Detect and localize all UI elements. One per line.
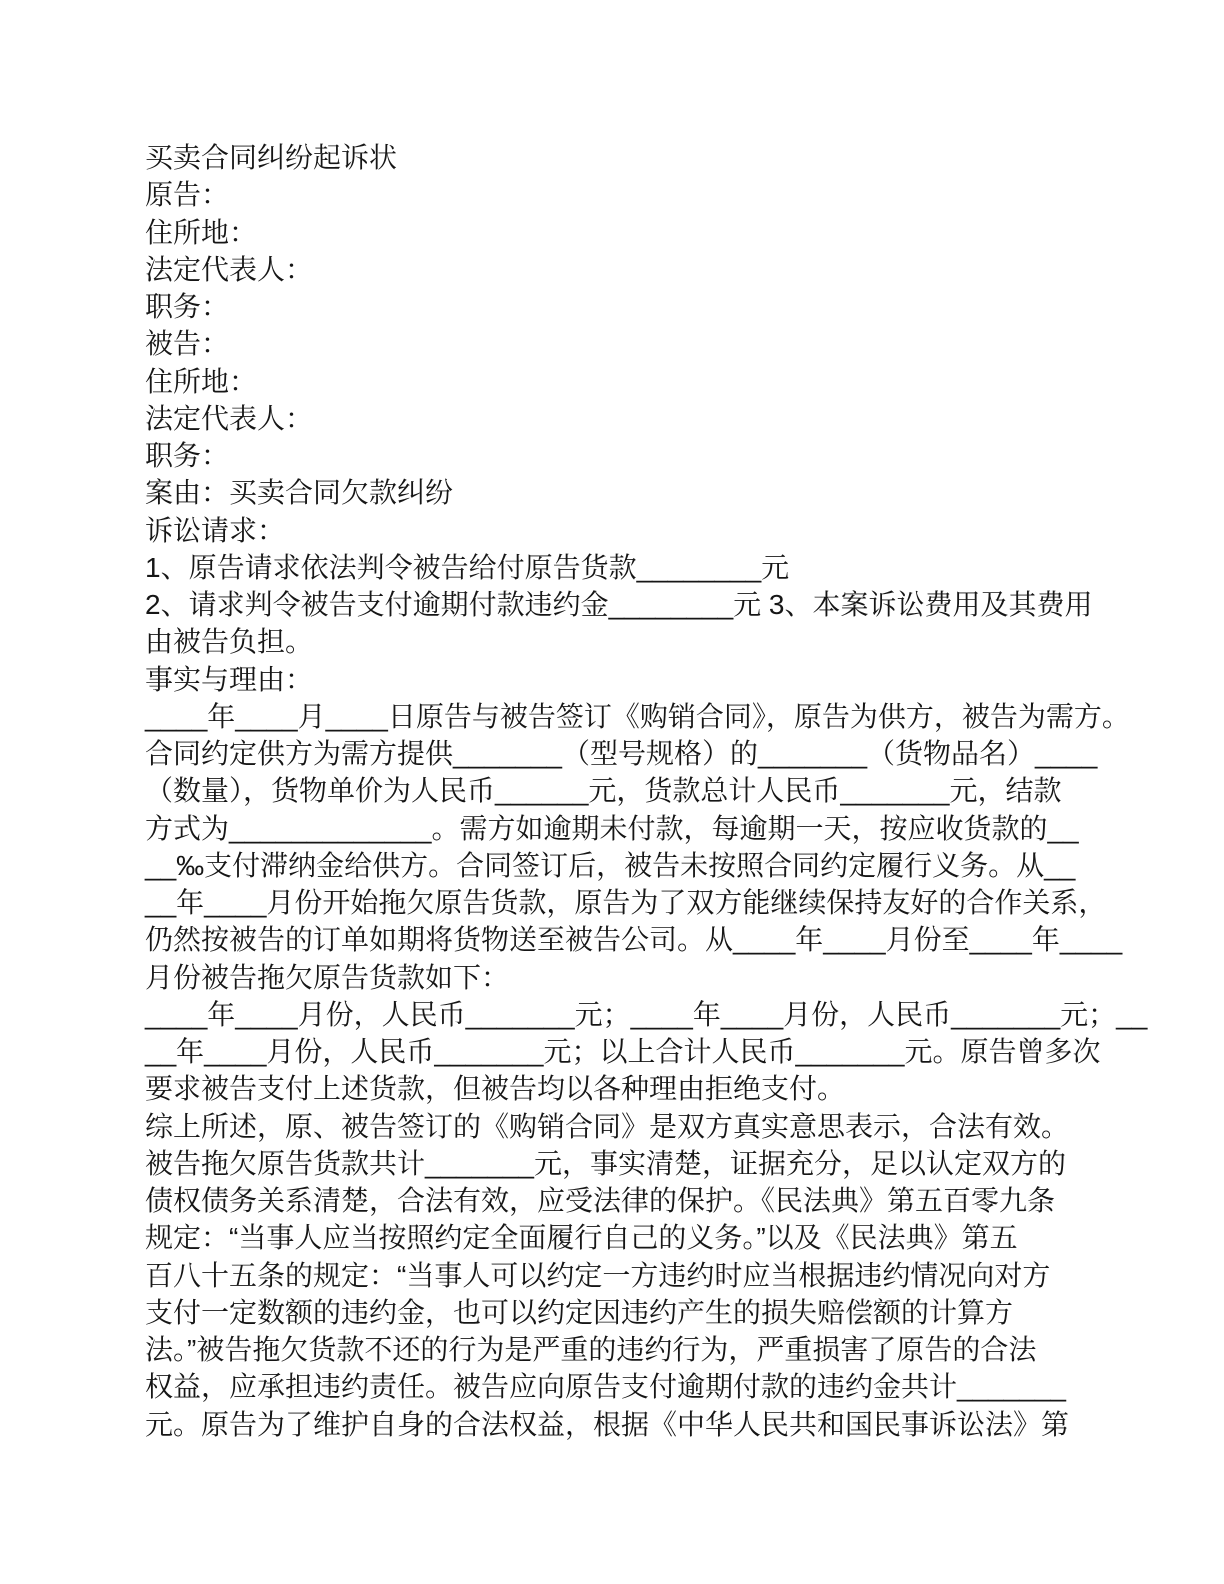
document-line: ____年____月份，人民币_______元；____年____月份，人民币_______元；__ <box>145 998 1148 1030</box>
document-line: 债权债务关系清楚，合法有效，应受法律的保护。《民法典》第五百零九条 <box>145 1185 1056 1216</box>
document-line: 事实与理由： <box>145 663 314 695</box>
document-line: 职务： <box>145 440 230 471</box>
document-line: 规定：“当事人应当按照约定全面履行自己的义务。”以及《民法典》第五 <box>145 1222 1018 1254</box>
document-line: __‰支付滞纳金给供方。合同签订后，被告未按照合同约定履行义务。从__ <box>145 849 1076 881</box>
document-line: 诉讼请求： <box>145 514 286 546</box>
document-line: 被告拖欠原告货款共计_______元，事实清楚，证据充分，足以认定双方的 <box>145 1147 1067 1179</box>
document-line: 1、原告请求依法判令被告给付原告货款________元 <box>145 551 790 583</box>
document-line: 权益，应承担违约责任。被告应向原告支付逾期付款的违约金共计_______ <box>145 1371 1067 1403</box>
document-line: 方式为_____________。需方如逾期未付款，每逾期一天，按应收货款的__ <box>145 812 1079 844</box>
document-line: 支付一定数额的违约金，也可以约定因违约产生的损失赔偿额的计算方 <box>145 1296 1014 1328</box>
document-line: 原告： <box>145 179 230 211</box>
document-line: 合同约定供方为需方提供_______（型号规格）的_______（货物品名）____ <box>145 738 1098 769</box>
document-line: 元。原告为了维护自身的合法权益，根据《中华人民共和国民事诉讼法》第 <box>145 1408 1070 1440</box>
document-line: 住所地： <box>145 365 258 397</box>
document-line: 职务： <box>145 291 230 322</box>
document-line: 被告： <box>145 328 230 360</box>
document-body <box>145 139 1148 1443</box>
document-line: 法。”被告拖欠货款不还的行为是严重的违约行为，严重损害了原告的合法 <box>145 1334 1037 1365</box>
document-line: 住所地： <box>145 216 258 248</box>
document-line: 要求被告支付上述货款，但被告均以各种理由拒绝支付。 <box>145 1073 846 1105</box>
document-line: 由被告负担。 <box>145 626 314 658</box>
document-title: 买卖合同纠纷起诉状 <box>145 142 398 173</box>
document-line: 法定代表人： <box>145 253 314 285</box>
document-line: ____年____月____日原告与被告签订《购销合同》，原告为供方，被告为需方。 <box>145 700 1130 732</box>
document-line: 法定代表人： <box>145 402 314 434</box>
document-line: __年____月份，人民币_______元；以上合计人民币_______元。原告曾多次 <box>145 1036 1101 1067</box>
document-line: 仍然按被告的订单如期将货物送至被告公司。从____年____月份至____年____ <box>145 924 1123 956</box>
document-line: 综上所述，原、被告签订的《购销合同》是双方真实意思表示，合法有效。 <box>145 1110 1070 1142</box>
document-line: 案由：买卖合同欠款纠纷 <box>145 477 454 509</box>
document-line: 百八十五条的规定：“当事人可以约定一方违约时应当根据违约情况向对方 <box>145 1259 1051 1291</box>
document-line: （数量），货物单价为人民币______元，货款总计人民币_______元，结款 <box>145 775 1062 807</box>
document-line: 月份被告拖欠原告货款如下： <box>145 961 510 993</box>
document-line: __年____月份开始拖欠原告货款，原告为了双方能继续保持友好的合作关系， <box>145 887 1107 918</box>
document-line: 2、请求判令被告支付逾期付款违约金________元 3、本案诉讼费用及其费用 <box>145 589 1093 620</box>
